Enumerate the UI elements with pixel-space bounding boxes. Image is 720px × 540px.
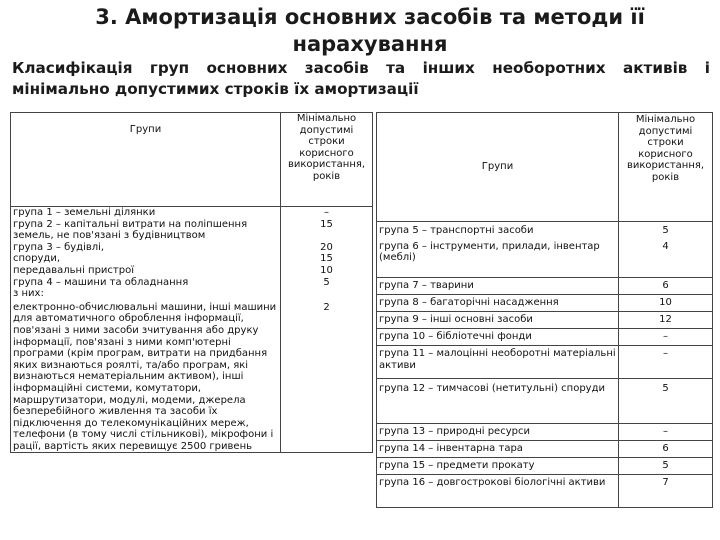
right-term-cell [619, 222, 713, 278]
right-header-terms: Мінімально допустимі строки корисного використання, років [619, 113, 713, 222]
left-group-line: електронно-обчислювальні машини, інші машини для автоматичного оброблення інформації, пов'язані з ними засоби зчитування або друку інформації, пов'язані з ними комп'ютерні програми (крім програм, витрати на придбання яких визнаються роялті, та/або програм, які визнаються нематеріальним активом), інші інформаційні системи, комутатори, маршрутизатори, модулі, модеми, джерела безперебійного живлення та засоби їх підключення до телекомунікаційних мереж, телефони (в тому числі стільникові), мікрофони і рації, вартість яких перевищує 2500 гривень [11, 300, 281, 453]
page-title [60, 4, 680, 58]
table-row [11, 288, 373, 300]
left-term-value [281, 288, 373, 300]
right-group-line: група 5 – транспортні засоби [379, 225, 534, 236]
table-row [377, 278, 713, 295]
table-row [377, 329, 713, 346]
right-term-value: 5 [619, 379, 713, 424]
table-row [377, 458, 713, 475]
left-group-line: група 4 – машини та обладнання [11, 277, 281, 289]
left-header-groups: Групи [11, 113, 281, 207]
right-group-line: група 10 – бібліотечні фонди [377, 329, 619, 346]
left-group-line: передавальні пристрої [11, 265, 281, 277]
table-row [11, 242, 373, 254]
left-term-value: – [281, 207, 373, 219]
left-term-value: 2 [281, 300, 373, 453]
right-term-value: 6 [619, 278, 713, 295]
table-row [11, 253, 373, 265]
right-group-line: група 11 – малоцінні необоротні матеріальні активи [377, 346, 619, 379]
table-row [377, 222, 713, 278]
left-term-value: 10 [281, 265, 373, 277]
right-groups-table [376, 112, 713, 508]
left-term-value: 15 [281, 253, 373, 265]
left-group-line: з них: [11, 288, 281, 300]
right-header-groups: Групи [377, 113, 619, 222]
table-caption-line-1: Класифікація груп основних засобів та інших необоротних активів і [12, 59, 710, 77]
right-group-line: група 9 – інші основні засоби [377, 312, 619, 329]
right-term-value: – [619, 346, 713, 379]
right-table-header-row [377, 113, 713, 222]
page-title-line-1: 3. Амортизація основних засобів та методи її [95, 5, 645, 29]
right-group-line: група 7 – тварини [377, 278, 619, 295]
right-term-value: 10 [619, 295, 713, 312]
left-term-value: 20 [281, 242, 373, 254]
table-caption [12, 58, 710, 100]
right-term-value: 6 [619, 441, 713, 458]
right-group-line: група 6 – інструменти, прилади, інвентар (меблі) [379, 240, 600, 264]
left-header-terms: Мінімально допустимі строки корисного використання, років [281, 113, 373, 207]
right-group-line: група 15 – предмети прокату [377, 458, 619, 475]
right-group-line: група 14 – інвентарна тара [377, 441, 619, 458]
right-term-value: – [619, 424, 713, 441]
left-term-value: 5 [281, 277, 373, 289]
table-row [377, 424, 713, 441]
table-caption-line-2: мінімально допустимих строків їх амортизації [12, 80, 419, 98]
table-row [11, 300, 373, 453]
table-row [377, 346, 713, 379]
right-group-line: група 8 – багаторічні насадження [377, 295, 619, 312]
left-table-header-row [11, 113, 373, 207]
table-row [11, 207, 373, 219]
right-group-line: група 16 – довгострокові біологічні активи [377, 475, 619, 508]
table-row [11, 219, 373, 231]
left-group-line: споруди, [11, 253, 281, 265]
table-row [377, 441, 713, 458]
left-group-line: група 1 – земельні ділянки [11, 207, 281, 219]
right-term-value: 7 [619, 475, 713, 508]
table-row [11, 277, 373, 289]
right-term-value: 5 [662, 225, 669, 236]
right-group-line: група 12 – тимчасові (нетитульні) споруди [377, 379, 619, 424]
right-term-value: 12 [619, 312, 713, 329]
right-term-value: – [619, 329, 713, 346]
table-row [377, 312, 713, 329]
table-row [377, 475, 713, 508]
table-row [11, 265, 373, 277]
page-title-line-2: нарахування [292, 32, 448, 56]
table-row [11, 230, 373, 242]
right-group-cell [377, 222, 619, 278]
left-group-line: земель, не пов'язані з будівництвом [11, 230, 281, 242]
table-row [377, 295, 713, 312]
left-groups-table [10, 112, 373, 453]
table-row [377, 379, 713, 424]
right-term-value: 5 [619, 458, 713, 475]
left-term-value: 15 [281, 219, 373, 231]
left-group-line: група 2 – капітальні витрати на поліпшення [11, 219, 281, 231]
left-term-value [281, 230, 373, 242]
right-term-value: 4 [662, 240, 669, 252]
left-group-line: група 3 – будівлі, [11, 242, 281, 254]
right-group-line: група 13 – природні ресурси [377, 424, 619, 441]
